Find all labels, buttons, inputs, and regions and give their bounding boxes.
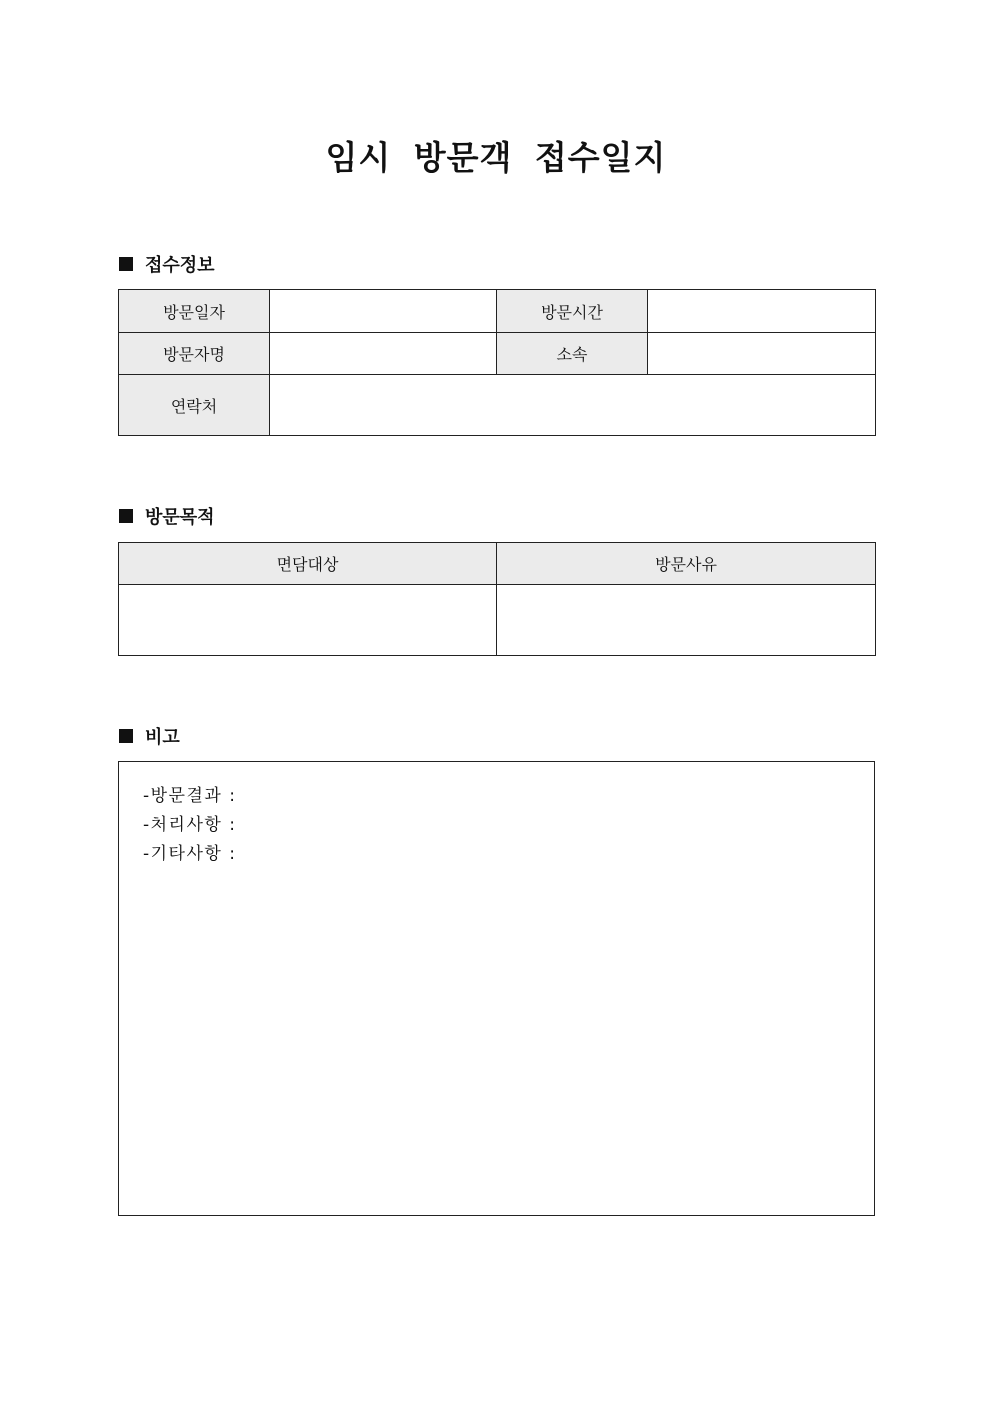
- section-heading-label: 접수정보: [145, 255, 215, 276]
- contact-label: 연락처: [119, 375, 270, 436]
- affiliation-label: 소속: [497, 333, 648, 375]
- remark-other-notes: -기타사항 :: [143, 844, 237, 864]
- page-title: 임시 방문객 접수일지: [325, 138, 667, 177]
- remark-actions-taken: -처리사항 :: [143, 815, 237, 835]
- section-heading-label: 방문목적: [145, 507, 215, 528]
- affiliation-field[interactable]: [648, 333, 876, 375]
- remarks-lines: [143, 782, 236, 869]
- visit-time-field[interactable]: [648, 290, 876, 333]
- visit-date-label: 방문일자: [119, 290, 270, 333]
- visit-reason-field[interactable]: [497, 585, 876, 656]
- visit-time-label: 방문시간: [497, 290, 648, 333]
- remark-visit-result: -방문결과 :: [143, 786, 237, 806]
- interviewee-header: 면담대상: [119, 543, 497, 585]
- section-heading-label: 비고: [145, 727, 180, 748]
- visit-reason-header: 방문사유: [497, 543, 876, 585]
- square-bullet-icon: [119, 729, 133, 743]
- visit-date-field[interactable]: [270, 290, 497, 333]
- purpose-table: [118, 542, 876, 656]
- remarks-box[interactable]: [118, 761, 875, 1216]
- reception-table: [118, 289, 876, 436]
- square-bullet-icon: [119, 509, 133, 523]
- visitor-name-label: 방문자명: [119, 333, 270, 375]
- section-heading-purpose: [119, 504, 215, 528]
- section-heading-reception: [119, 252, 215, 276]
- section-heading-remarks: [119, 724, 180, 748]
- interviewee-field[interactable]: [119, 585, 497, 656]
- square-bullet-icon: [119, 257, 133, 271]
- contact-field[interactable]: [270, 375, 876, 436]
- visitor-name-field[interactable]: [270, 333, 497, 375]
